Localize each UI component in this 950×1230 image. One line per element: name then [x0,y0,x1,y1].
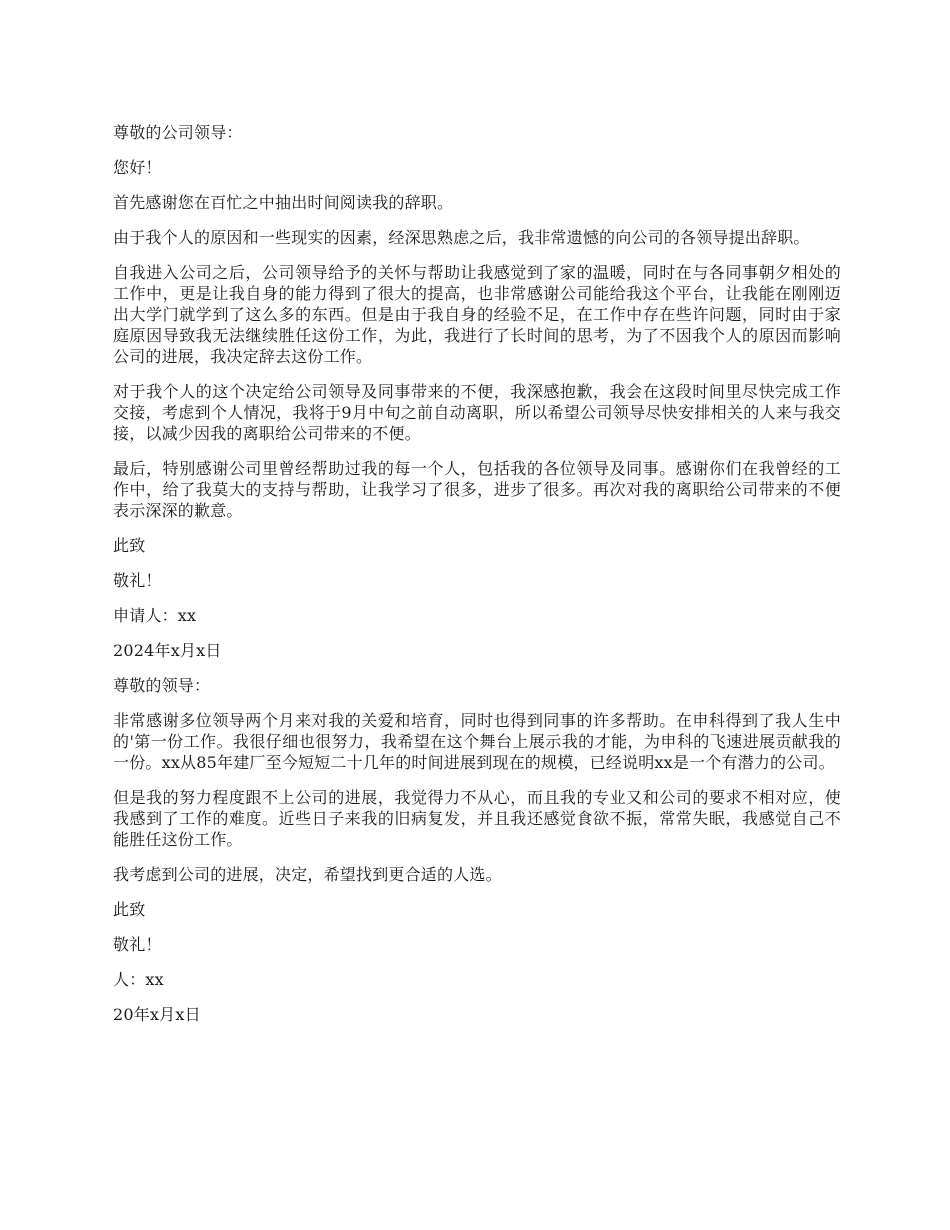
letter-1 [113,122,841,661]
body-paragraph: 对于我个人的这个决定给公司领导及同事带来的不便，我深感抱歉，我会在这段时间里尽快完成工作交接，考虑到个人情况，我将于9月中旬之前自动离职，所以希望公司领导尽快安排相关的人来与我交接，以减少因我的离职给公司带来的不便。 [113,382,841,443]
document-page [113,122,841,1039]
letter-2 [113,675,841,1025]
salutation: 尊敬的公司领导： [113,123,243,142]
body-paragraph: 非常感谢多位领导两个月来对我的关爱和培育，同时也得到同事的许多帮助。在申科得到了我人生中的'第一份工作。我很仔细也很努力，我希望在这个舞台上展示我的才能，为申科的飞速进展贡献我的一份。xx从85年建厂至今短短二十几年的时间进展到现在的规模，已经说明xx是一个有潜力的公司。 [113,711,841,772]
salutation: 尊敬的领导： [113,676,211,695]
closing: 此致 [113,536,146,555]
signature: 人：xx [113,970,164,989]
body-paragraph: 自我进入公司之后，公司领导给予的关怀与帮助让我感觉到了家的温暖，同时在与各同事朝夕相处的工作中，更是让我自身的能力得到了很大的提高，也非常感谢公司能给我这个平台，让我能在刚刚迈出大学门就学到了这么多的东西。但是由于我自身的经验不足，在工作中存在些许问题，同时由于家庭原因导致我无法继续胜任这份工作，为此，我进行了长时间的思考，为了不因我个人的原因而影响公司的进展，我决定辞去这份工作。 [113,263,841,366]
body-paragraph: 但是我的努力程度跟不上公司的进展，我觉得力不从心，而且我的专业又和公司的要求不相对应，使我感到了工作的难度。近些日子来我的旧病复发，并且我还感觉食欲不振，常常失眠，我感觉自己不能胜任这份工作。 [113,788,841,849]
date: 2024年x月x日 [113,641,222,660]
date: 20年x月x日 [113,1005,201,1024]
signature: 申请人：xx [113,606,197,625]
body-paragraph: 我考虑到公司的进展，决定，希望找到更合适的人选。 [113,865,502,884]
body-paragraph: 首先感谢您在百忙之中抽出时间阅读我的辞职。 [113,193,454,212]
regards: 敬礼！ [113,935,162,954]
body-paragraph: 由于我个人的原因和一些现实的因素，经深思熟虑之后，我非常遗憾的向公司的各领导提出辞职。 [113,228,810,247]
regards: 敬礼！ [113,571,162,590]
body-paragraph: 最后，特别感谢公司里曾经帮助过我的每一个人，包括我的各位领导及同事。感谢你们在我曾经的工作中，给了我莫大的支持与帮助，让我学习了很多，进步了很多。再次对我的离职给公司带来的不便表示深深的歉意。 [113,459,841,520]
closing: 此致 [113,900,146,919]
greeting: 您好！ [113,158,162,177]
